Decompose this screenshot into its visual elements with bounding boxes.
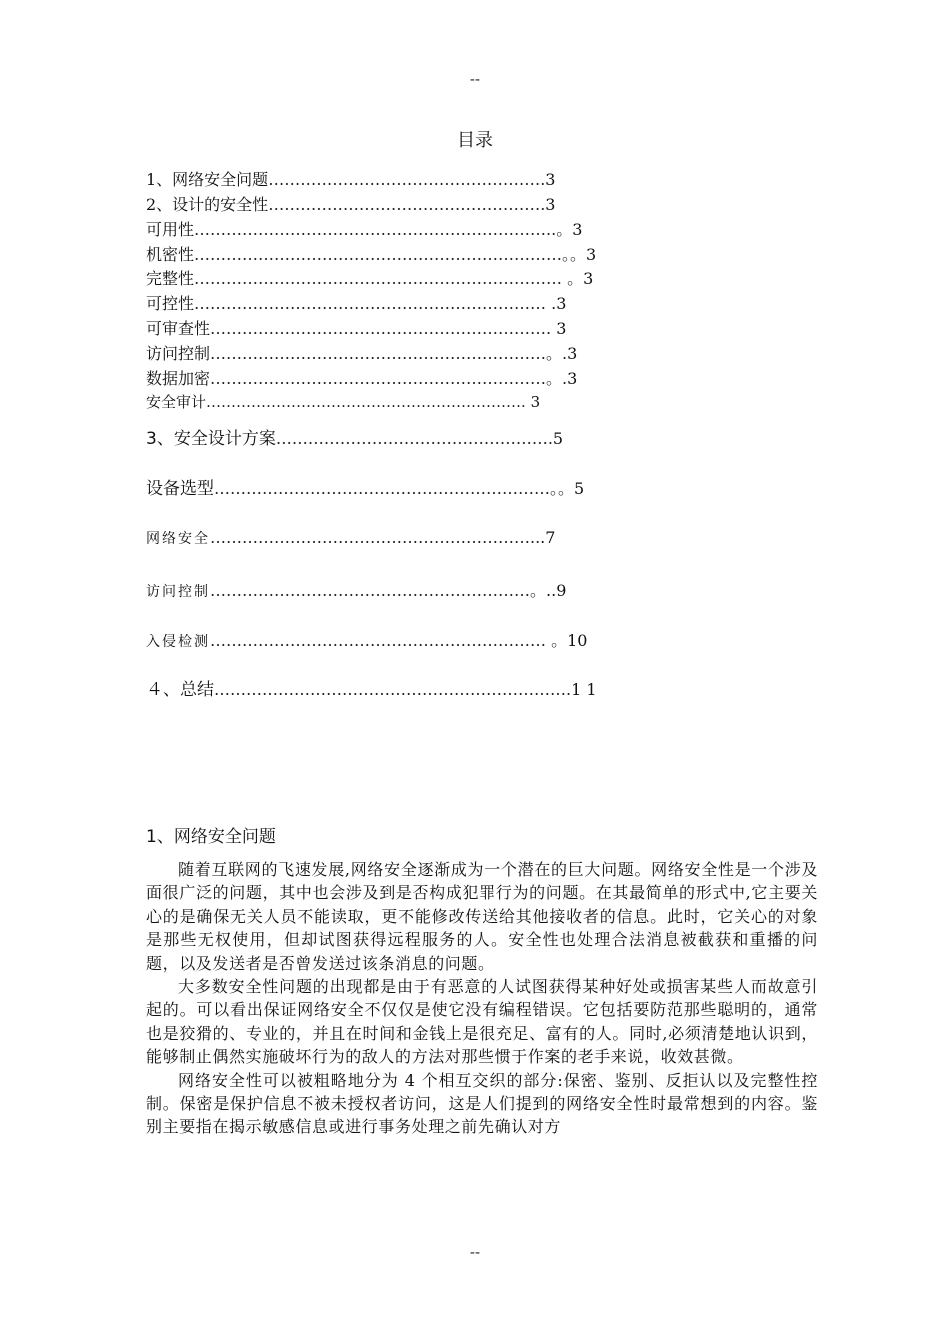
toc-entry[interactable]	[146, 266, 593, 289]
toc-entry-page: 5	[574, 479, 585, 498]
toc-entry-label: 数据加密	[146, 369, 211, 388]
toc-entry-page: 3	[572, 220, 583, 239]
toc-entry[interactable]	[146, 628, 587, 651]
page-footer-mark: --	[469, 1243, 481, 1261]
section-body	[146, 858, 818, 1139]
toc-entry-page: 3	[530, 393, 541, 411]
toc-entry-page: 3	[556, 319, 567, 338]
toc-entry-leader: …………………………………………………………… 。	[194, 269, 584, 288]
toc-entry-page: 3	[567, 344, 578, 363]
toc-entry[interactable]	[146, 366, 577, 389]
toc-entry-page: 1 1	[571, 680, 597, 699]
toc-title: 目录	[457, 130, 493, 151]
toc-entry-label: 2、设计的安全性	[146, 195, 269, 214]
toc-entry[interactable]	[146, 167, 555, 190]
toc-entry-page: 3	[567, 369, 578, 388]
toc-entry-leader: ……………………………………………………………。。	[194, 245, 587, 264]
toc-entry-leader: …………………………………………….	[268, 195, 546, 214]
toc-entry-page: 3	[545, 195, 556, 214]
toc-entry-label: 访问控制	[146, 584, 210, 600]
toc-entry-label: 网络安全	[146, 531, 210, 547]
page-header-mark: --	[469, 70, 481, 88]
toc-entry-label: 机密性	[146, 245, 195, 264]
paragraph: 大多数安全性问题的出现都是由于有恶意的人试图获得某种好处或损害某些人而故意引起的。可以看出保证网络安全不仅仅是使它没有编程错误。它包括要防范那些聪明的，通常也是狡猾的、专业的，并且在时间和金钱上是很充足、富有的人。同时,必须清楚地认识到，能够制止偶然实施破坏行为的敌人的方法对那些惯于作案的老手来说，收效甚微。	[146, 977, 818, 1067]
toc-entry-page: 3	[586, 245, 597, 264]
toc-entry-page: 3	[583, 269, 594, 288]
toc-entry[interactable]	[146, 192, 555, 215]
toc-entry-page: 3	[545, 170, 556, 189]
toc-entry-leader: ……………………………………………………… 。	[210, 631, 568, 650]
toc-entry[interactable]	[146, 578, 566, 601]
toc-entry-label: ４、总结	[146, 680, 214, 700]
toc-entry[interactable]	[146, 528, 555, 548]
toc-entry[interactable]	[146, 675, 597, 700]
toc-entry-label: 3、安全设计方案	[146, 429, 276, 449]
toc-entry-leader: …………………………………………….	[275, 429, 553, 448]
toc-entry-label: 访问控制	[146, 344, 211, 363]
toc-entry-page: ..9	[546, 581, 567, 600]
toc-entry-label: 设备选型	[146, 479, 214, 499]
toc-entry-leader: …………………………………………………………..。	[194, 220, 573, 239]
toc-entry-label: 安全审计	[146, 393, 207, 411]
toc-entry-leader: ……………………………………………………。	[210, 581, 547, 600]
toc-entry[interactable]	[146, 341, 577, 364]
paragraph: 随着互联网的飞速发展,网络安全逐渐成为一个潜在的巨大问题。网络安全性是一个涉及面很广泛的问题，其中也会涉及到是否构成犯罪行为的问题。在其最简单的形式中,它主要关心的是确保无关人员不能读取，更不能修改传送给其他接收者的信息。此时，它关心的对象是那些无权使用，但却试图获得远程服务的人。安全性也处理合法消息被截获和重播的问题，以及发送者是否曾发送过该条消息的问题。	[146, 860, 818, 973]
toc-entry-label: 可控性	[146, 294, 195, 313]
toc-entry[interactable]	[146, 242, 596, 265]
toc-entry-leader: ……………………………………………………….	[210, 319, 557, 338]
toc-entry-leader: ………………………………………………………… .	[194, 294, 557, 313]
toc-entry[interactable]	[146, 316, 566, 339]
section-heading: 1、网络安全问题	[146, 827, 276, 847]
toc-entry[interactable]	[146, 291, 566, 314]
toc-entry[interactable]	[146, 424, 563, 449]
toc-entry-leader: …………………………………………….	[268, 170, 546, 189]
toc-entry-page: 10	[567, 631, 588, 650]
paragraph: 网络安全性可以被粗略地分为 4 个相互交织的部分:保密、鉴别、反拒认以及完整性控制。保密是保护信息不被未授权者访问，这是人们提到的网络安全性时最常想到的内容。鉴别主要指在揭示敏感信息或进行事务处理之前先确认对方	[146, 1070, 818, 1137]
toc-entry-label: 1、网络安全问题	[146, 170, 269, 189]
toc-entry-label: 可用性	[146, 220, 195, 239]
toc-entry-label: 入侵检测	[146, 634, 210, 650]
toc-entry[interactable]	[146, 217, 582, 240]
toc-entry-label: 完整性	[146, 269, 195, 288]
toc-entry-label: 可审查性	[146, 319, 211, 338]
toc-entry-page: 3	[556, 294, 567, 313]
toc-entry-page: .7	[540, 528, 556, 547]
toc-entry-leader: ………………………………………………………。.	[210, 344, 568, 363]
toc-entry-leader: ………………………………………………………。。	[214, 479, 575, 498]
toc-entry-leader: ……………………………………………………….	[206, 393, 531, 411]
toc-entry[interactable]	[146, 391, 540, 412]
toc-entry-leader: ………………………………………………………….	[214, 680, 572, 699]
toc-entry[interactable]	[146, 474, 584, 499]
toc-entry-page: 5	[552, 429, 564, 448]
toc-entry-leader: ………………………………………………………。.	[210, 369, 568, 388]
toc-entry-leader: ……………………………………………………..	[210, 528, 541, 547]
